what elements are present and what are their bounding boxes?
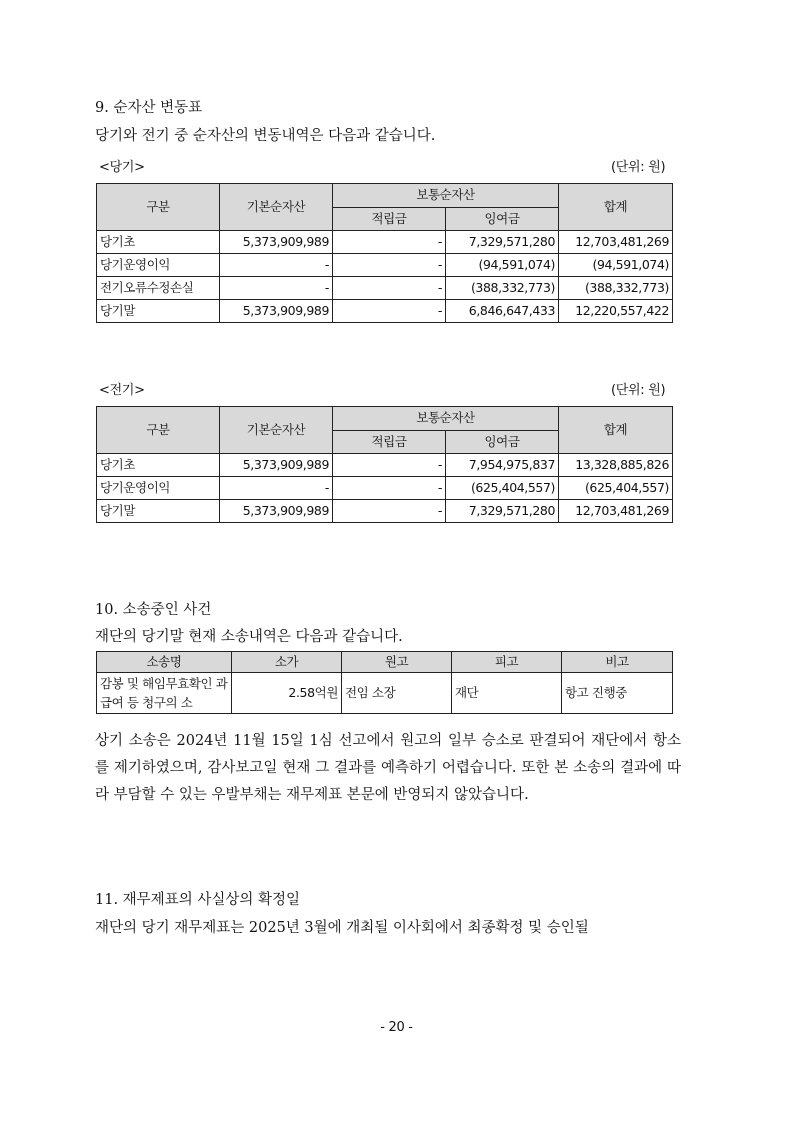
section11-heading: 11. 재무제표의 사실상의 확정일 <box>95 892 300 908</box>
header-lawsuit-name: 소송명 <box>97 652 232 673</box>
header-amount: 소가 <box>232 652 342 673</box>
row-total: 12,703,481,269 <box>559 500 673 523</box>
row-basic: - <box>220 254 333 277</box>
header-total: 합계 <box>559 184 673 231</box>
section11-text: 재단의 당기 재무제표는 2025년 3월에 개최될 이사회에서 최종확정 및 승인될 <box>95 920 589 936</box>
header-category: 구분 <box>97 184 220 231</box>
row-name: 당기운영이익 <box>97 254 220 277</box>
header-note: 비고 <box>562 652 673 673</box>
header-ordinary-net-assets: 보통순자산 <box>333 407 559 431</box>
row-reserve: - <box>333 454 446 477</box>
row-surplus: (388,332,773) <box>446 277 559 300</box>
row-surplus: (625,404,557) <box>446 477 559 500</box>
current-equity-table <box>96 183 673 323</box>
prior-equity-table <box>96 406 673 523</box>
table-row <box>97 477 673 500</box>
header-total: 합계 <box>559 407 673 454</box>
row-basic: - <box>220 477 333 500</box>
header-reserve: 적립금 <box>333 207 446 231</box>
table-row <box>97 231 673 254</box>
row-name: 당기운영이익 <box>97 477 220 500</box>
row-surplus: 7,329,571,280 <box>446 500 559 523</box>
table-row <box>97 300 673 323</box>
row-basic: 5,373,909,989 <box>220 231 333 254</box>
page-number: - 20 - <box>380 1020 413 1035</box>
row-surplus: 7,329,571,280 <box>446 231 559 254</box>
row-basic: 5,373,909,989 <box>220 300 333 323</box>
lawsuit-defendant: 재단 <box>452 673 562 714</box>
section10-intro: 재단의 당기말 현재 소송내역은 다음과 같습니다. <box>95 629 403 645</box>
header-reserve: 적립금 <box>333 430 446 454</box>
current-unit: (단위: 원) <box>611 160 666 175</box>
lawsuit-description: 상기 소송은 2024년 11월 15일 1심 선고에서 원고의 일부 승소로 판결되어 재단에서 항소를 제기하였으며, 감사보고일 현재 그 결과를 예측하기 어렵습니다. 또한 본 소송의 결과에 따라 부담할 수 있는 우발부채는 재무제표 본문에 반영되지 않았습니다. <box>95 733 681 803</box>
row-total: (625,404,557) <box>559 477 673 500</box>
row-reserve: - <box>333 231 446 254</box>
row-surplus: (94,591,074) <box>446 254 559 277</box>
row-reserve: - <box>333 300 446 323</box>
row-reserve: - <box>333 277 446 300</box>
row-name: 당기초 <box>97 454 220 477</box>
header-surplus: 잉여금 <box>446 430 559 454</box>
row-name: 당기말 <box>97 300 220 323</box>
row-total: (94,591,074) <box>559 254 673 277</box>
row-total: (388,332,773) <box>559 277 673 300</box>
lawsuit-note: 항고 진행중 <box>562 673 673 714</box>
header-basic-net-assets: 기본순자산 <box>220 407 333 454</box>
lawsuit-plaintiff: 전임 소장 <box>342 673 452 714</box>
row-reserve: - <box>333 500 446 523</box>
section9-intro: 당기와 전기 중 순자산의 변동내역은 다음과 같습니다. <box>95 128 436 144</box>
prior-unit: (단위: 원) <box>611 383 666 398</box>
row-basic: 5,373,909,989 <box>220 500 333 523</box>
row-reserve: - <box>333 254 446 277</box>
section9-heading: 9. 순자산 변동표 <box>95 100 203 116</box>
header-defendant: 피고 <box>452 652 562 673</box>
table-row <box>97 673 673 714</box>
header-ordinary-net-assets: 보통순자산 <box>333 184 559 208</box>
row-name: 당기초 <box>97 231 220 254</box>
row-basic: 5,373,909,989 <box>220 454 333 477</box>
header-surplus: 잉여금 <box>446 207 559 231</box>
row-basic: - <box>220 277 333 300</box>
row-surplus: 7,954,975,837 <box>446 454 559 477</box>
row-reserve: - <box>333 477 446 500</box>
prior-label: <전기> <box>99 383 145 398</box>
row-name: 전기오류수정손실 <box>97 277 220 300</box>
section10-heading: 10. 소송중인 사건 <box>95 602 212 618</box>
row-surplus: 6,846,647,433 <box>446 300 559 323</box>
header-category: 구분 <box>97 407 220 454</box>
lawsuit-table <box>96 651 673 714</box>
table-row <box>97 277 673 300</box>
row-name: 당기말 <box>97 500 220 523</box>
row-total: 12,703,481,269 <box>559 231 673 254</box>
header-basic-net-assets: 기본순자산 <box>220 184 333 231</box>
current-label: <당기> <box>99 160 145 175</box>
row-total: 13,328,885,826 <box>559 454 673 477</box>
table-row <box>97 500 673 523</box>
table-row <box>97 454 673 477</box>
row-total: 12,220,557,422 <box>559 300 673 323</box>
table-row <box>97 254 673 277</box>
lawsuit-amount: 2.58억원 <box>232 673 342 714</box>
lawsuit-name: 감봉 및 해임무효확인 과 급여 등 청구의 소 <box>97 673 232 714</box>
header-plaintiff: 원고 <box>342 652 452 673</box>
